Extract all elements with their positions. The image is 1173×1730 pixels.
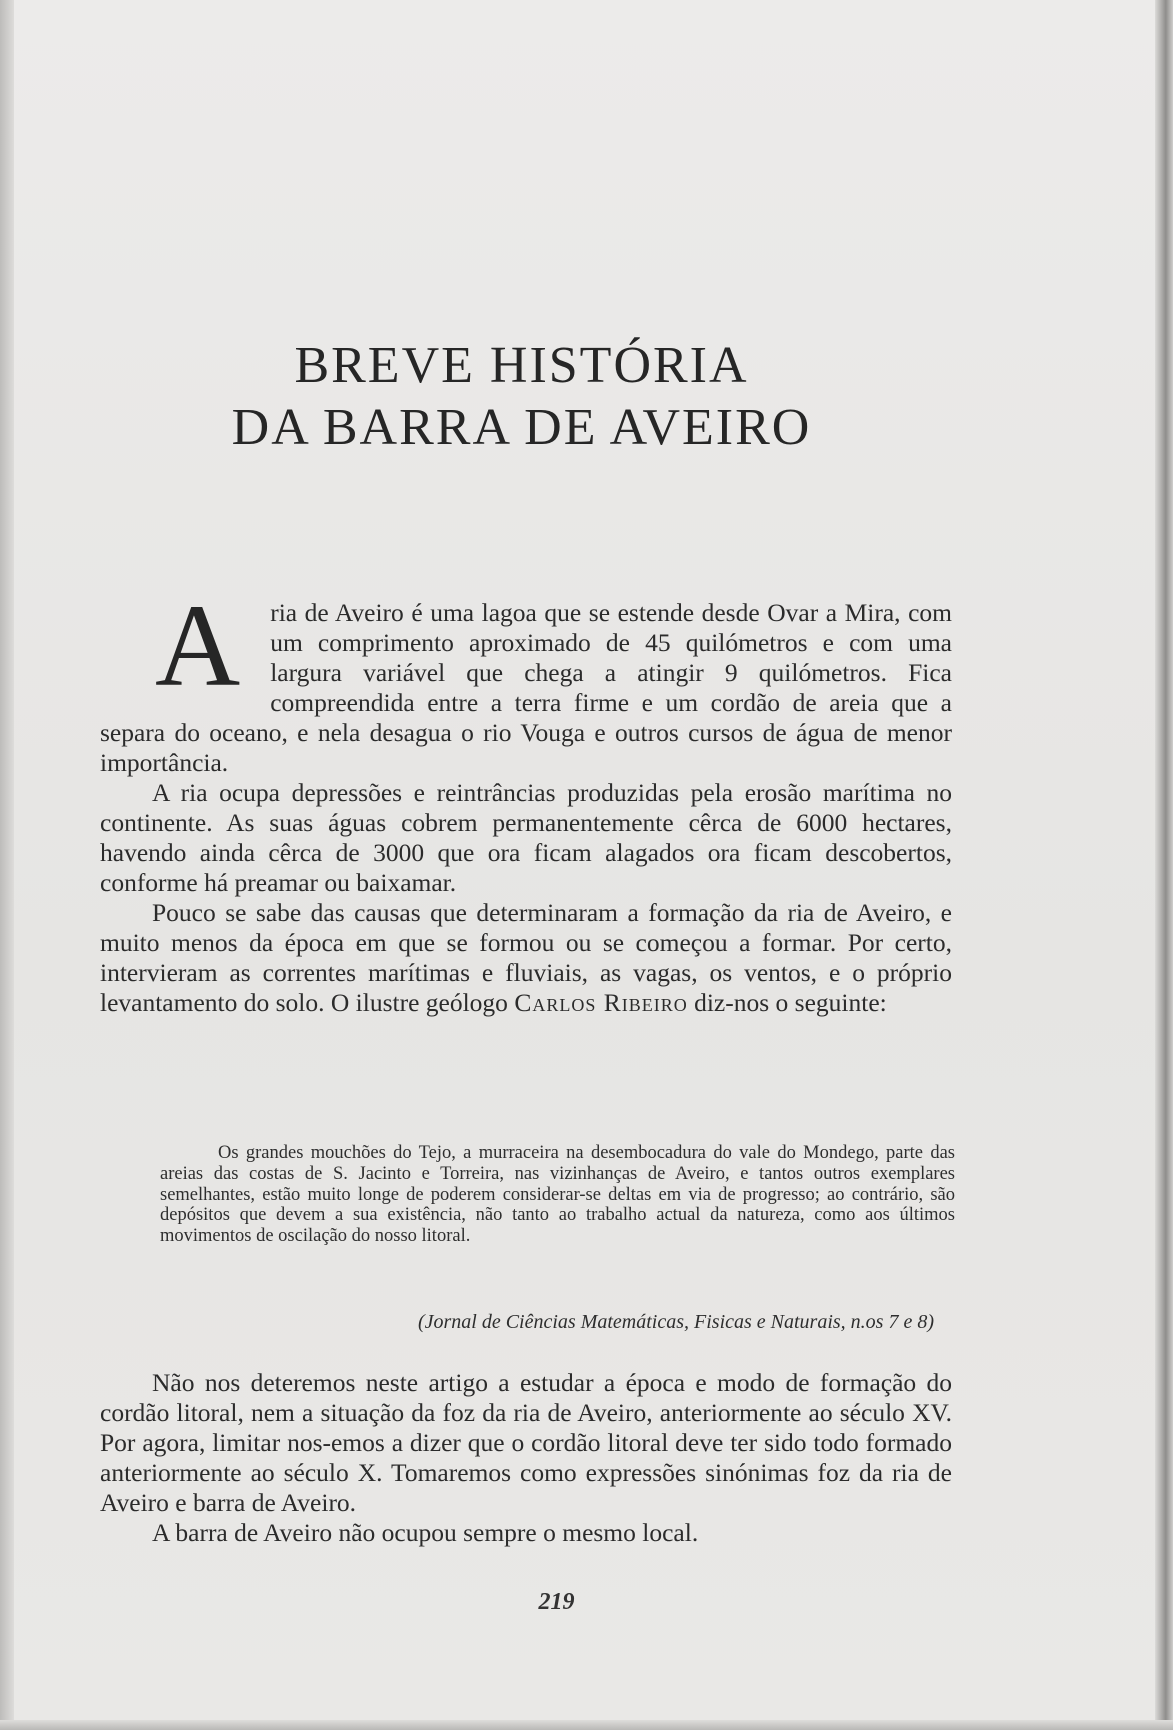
title-line-1: BREVE HISTÓRIA xyxy=(294,337,749,394)
paragraph-1-text: ria de Aveiro é uma lagoa que se estende desde Ovar a Mira, com um comprimento aproximado de 45 quilómetros e com uma largura variável que chega a atingir 9 quilómetros. Fica compreendida entre a terra firme e um cordão de areia que a separa do oceano, e nela desagua o rio Vouga e outros cursos de água de menor importância. xyxy=(100,598,952,777)
title-line-2: DA BARRA DE AVEIRO xyxy=(231,399,812,456)
page-number: 219 xyxy=(538,1589,575,1615)
page-bottom-edge xyxy=(0,1720,1173,1730)
page-left-edge xyxy=(0,0,14,1730)
paragraph-3-text-after: diz-nos o seguinte: xyxy=(687,988,887,1017)
paragraph-3-text-before: Pouco se sabe das causas que determinaram a formação da ria de Aveiro, e muito menos da época em que se formou ou se começou a formar. Por certo, intervieram as correntes marítimas e fluviais, as vagas, os ventos, e o próprio levantamento do solo. O ilustre geólogo xyxy=(100,898,952,1017)
block-quote xyxy=(160,1143,955,1247)
paragraph-4: Não nos deteremos neste artigo a estudar a época e modo de formação do cordão litoral, nem a situação da foz da ria de Aveiro, anteriormente ao século XV. Por agora, limitar nos-emos a dizer que o cordão litoral deve ter sido todo formado anteriormente ao século X. Tomaremos como expressões sinónimas foz da ria de Aveiro e barra de Aveiro. xyxy=(100,1368,952,1517)
paragraph-3 xyxy=(100,898,952,1018)
paragraph-5: A barra de Aveiro não ocupou sempre o mesmo local. xyxy=(152,1518,699,1547)
paragraph-1 xyxy=(100,580,952,778)
quote-text: Os grandes mouchões do Tejo, a murraceira na desembocadura do vale do Mondego, parte das areias das costas de S. Jacinto e Torreira, nas vizinhanças de Aveiro, e tantos outros exemplares semelhantes, estão muito longe de poderem considerar-se deltas em via de progresso; ao contrário, são depósitos que devem a sua existência, não tanto ao trabalho actual da natureza, como aos últimos movimentos de oscilação do nosso litoral. xyxy=(160,1143,955,1247)
quote-citation: (Jornal de Ciências Matemáticas, Fisicas e Naturais, n.os 7 e 8) xyxy=(417,1311,934,1333)
page-right-edge xyxy=(1155,0,1173,1730)
paragraph-2: A ria ocupa depressões e reintrâncias produzidas pela erosão marítima no continente. As suas águas cobrem permanentemente cêrca de 6000 hectares, havendo ainda cêrca de 3000 que ora ficam alagados ora ficam descobertos, conforme há preamar ou baixamar. xyxy=(100,778,952,897)
article-title xyxy=(0,335,1173,459)
article-body-bottom xyxy=(100,1368,952,1548)
drop-cap: A xyxy=(155,580,241,711)
article-body-top xyxy=(100,580,952,1018)
author-name: Carlos Ribeiro xyxy=(514,988,688,1017)
